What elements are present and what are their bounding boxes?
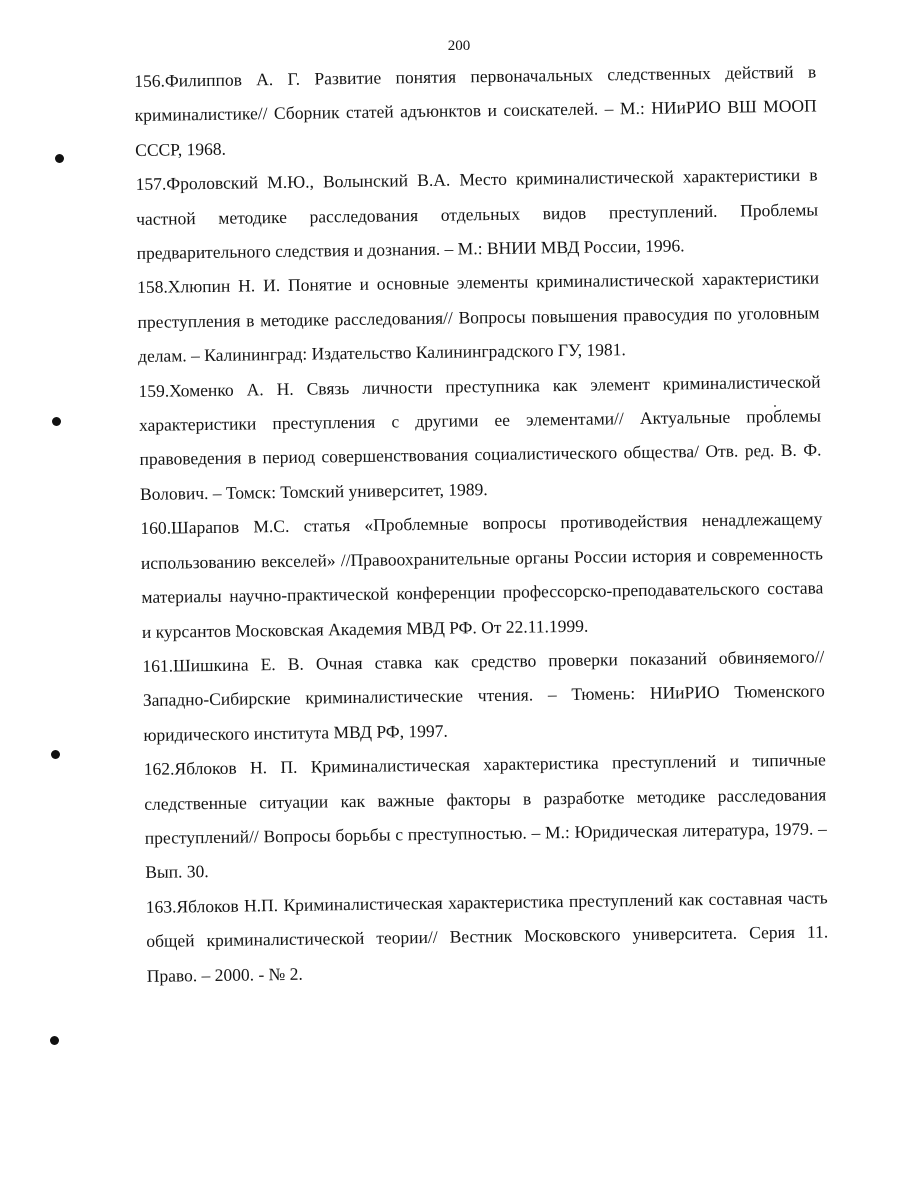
reference-item-161: 161.Шишкина Е. В. Очная ставка как средство проверки показаний обвиняемого// Западно-Сибирские криминалистические чтения. – Тюмень: НИиРИО Тюменского юридического института МВД РФ, 1997. [142, 646, 825, 745]
page-number: 200 [447, 38, 471, 54]
binder-hole-mark [50, 1036, 59, 1045]
reference-item-157: 157.Фроловский М.Ю., Волынский В.А. Место криминалистической характеристики в частной методике расследования отдельных видов преступлений. Проблемы предварительного следствия и дознания. – М.: ВНИИ МВД России, 1996. [135, 164, 819, 264]
reference-item-162: 162.Яблоков Н. П. Криминалистическая характеристика преступлений и типичные следственные ситуации как важные факторы в разработке методике расследования преступлений// Вопросы борьбы с преступностью. – М.: Юридическая литература, 1979. – Вып. 30. [143, 749, 827, 883]
reference-item-160: 160.Шарапов М.С. статья «Проблемные вопросы противодействия ненадлежащему использованию векселей» //Правоохранительные органы России история и современность материалы научно-практической конференции профессорско-преподавательского состава и курсантов Московская Академия МВД РФ. От 22.11.1999. [140, 508, 824, 642]
reference-item-158: 158.Хлюпин Н. И. Понятие и основные элементы криминалистической характеристики преступления в методике расследования// Вопросы повышения правосудия по уголовным делам. – Калининград: Издательство Калининградского ГУ, 1981. [136, 267, 820, 367]
reference-item-156: 156.Филиппов А. Г. Развитие понятия первоначальных следственных действий в криминалистике// Сборник статей адъюнктов и соискателей. – М.: НИиРИО ВШ МООП СССР, 1968. [134, 61, 817, 160]
binder-hole-mark [51, 750, 60, 759]
binder-hole-mark [52, 417, 61, 426]
binder-hole-mark [55, 154, 64, 163]
reference-item-163: 163.Яблоков Н.П. Криминалистическая характеристика преступлений как составная часть общей криминалистической теории// Вестник Московского университета. Серия 11. Право. – 2000. - № 2. [145, 887, 829, 986]
reference-item-159: 159.Хоменко А. Н. Связь личности преступника как элемент криминалистической характеристики преступления с другими ее элементами// Актуальные проблемы правоведения в период совершенствования социалистического общества/ Отв. ред. В. Ф. Волович. – Томск: Томский университет, 1989. [138, 371, 822, 504]
reference-list [134, 54, 829, 992]
